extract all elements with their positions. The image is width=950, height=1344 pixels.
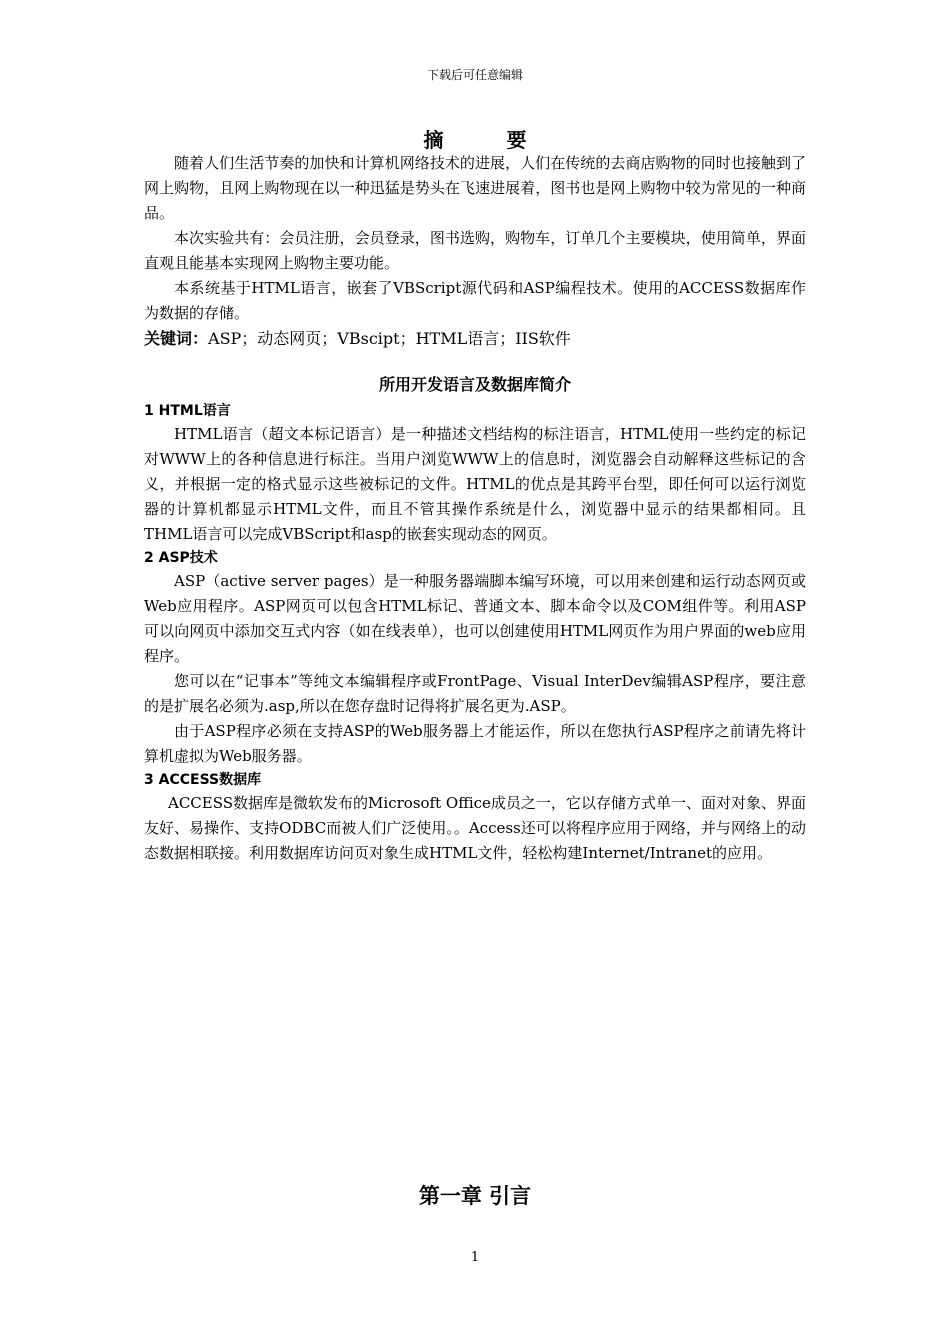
keywords-line xyxy=(144,326,806,352)
heading-access: 3 ACCESS数据库 xyxy=(144,772,262,788)
section-title: 所用开发语言及数据库简介 xyxy=(378,375,571,394)
asp-paragraph-2: 您可以在“记事本”等纯文本编辑程序或FrontPage、Visual InterDev编辑ASP程序，要注意的是扩展名必须为.asp,所以在您存盘时记得将扩展名更为.ASP。 xyxy=(144,672,806,715)
chapter-title: 第一章 引言 xyxy=(418,1184,532,1208)
keywords-text: ASP；动态网页；VBscipt；HTML语言；IIS软件 xyxy=(208,329,571,348)
keywords-label: 关键词： xyxy=(144,329,209,348)
page-number: 1 xyxy=(470,1250,480,1265)
abstract-paragraph-1: 随着人们生活节奏的加快和计算机网络技术的进展，人们在传统的去商店购物的同时也接触到了网上购物，且网上购物现在以一种迅猛是势头在飞速进展着，图书也是网上购物中较为常见的一种商品。 xyxy=(144,154,806,222)
html-paragraph: HTML语言（超文本标记语言）是一种描述文档结构的标注语言，HTML使用一些约定的标记对WWW上的各种信息进行标注。当用户浏览WWW上的信息时，浏览器会自动解释这些标记的含义，并根据一定的格式显示这些被标记的文件。HTML的优点是其跨平台型，即任何可以运行浏览器的计算机都显示HTML文件，而且不管其操作系统是什么，浏览器中显示的结果都相同。且THML语言可以完成VBScript和asp的嵌套实现动态的网页。 xyxy=(144,425,806,543)
abstract-title: 摘 要 xyxy=(423,128,555,152)
access-paragraph: ACCESS数据库是微软发布的Microsoft Office成员之一，它以存储方式单一、面对对象、界面友好、易操作、支持ODBC而被人们广泛使用。。Access还可以将程序应用于网络，并与网络上的动态数据相联接。利用数据库访问页对象生成HTML文件，轻松构建Internet/Intranet的应用。 xyxy=(144,794,806,862)
intro-section xyxy=(144,372,806,866)
page-header: 下载后可任意编辑 xyxy=(426,68,523,82)
asp-paragraph-3: 由于ASP程序必须在支持ASP的Web服务器上才能运作，所以在您执行ASP程序之前请先将计算机虚拟为Web服务器。 xyxy=(144,722,806,765)
asp-paragraph-1: ASP（active server pages）是一种服务器端脚本编写环境，可以用来创建和运行动态网页或Web应用程序。ASP网页可以包含HTML标记、普通文本、脚本命令以及COM组件等。利用ASP可以向网页中添加交互式内容（如在线表单），也可以创建使用HTML网页作为用户界面的web应用程序。 xyxy=(144,572,806,665)
heading-asp: 2 ASP技术 xyxy=(144,550,218,566)
abstract-body xyxy=(144,151,806,352)
abstract-paragraph-3: 本系统基于HTML语言，嵌套了VBScript源代码和ASP编程技术。使用的ACCESS数据库作为数据的存储。 xyxy=(144,279,806,322)
abstract-paragraph-2: 本次实验共有：会员注册，会员登录，图书选购，购物车，订单几个主要模块，使用简单，界面直观且能基本实现网上购物主要功能。 xyxy=(144,229,806,272)
heading-html: 1 HTML语言 xyxy=(144,403,231,419)
